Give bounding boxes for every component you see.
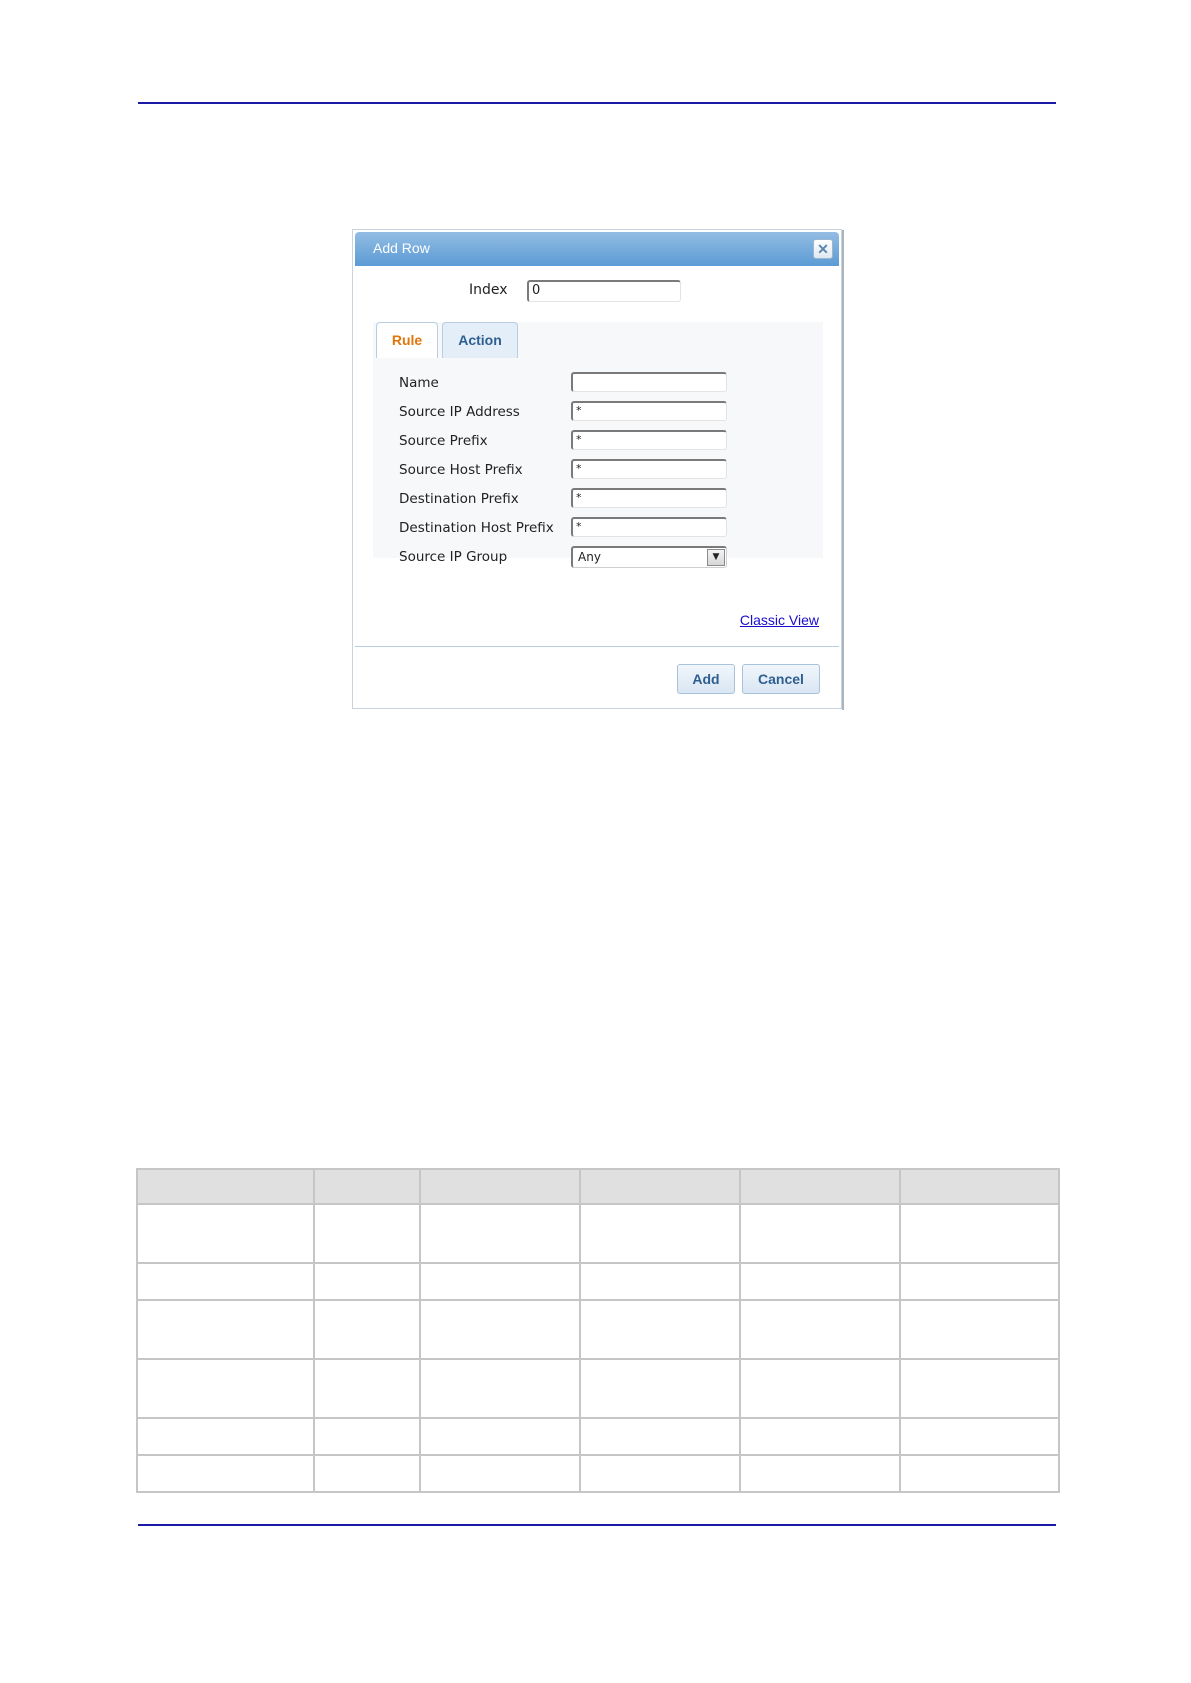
table-cell xyxy=(137,1359,314,1418)
table-cell xyxy=(420,1418,580,1455)
table-cell xyxy=(137,1263,314,1300)
table-row xyxy=(137,1263,1059,1300)
destination-host-prefix-label: Destination Host Prefix xyxy=(399,520,554,536)
table-header-row xyxy=(137,1169,1059,1204)
table-cell xyxy=(137,1300,314,1359)
table-header-cell xyxy=(580,1169,740,1204)
source-ip-address-label: Source IP Address xyxy=(399,404,520,420)
table-cell xyxy=(314,1418,420,1455)
table-cell xyxy=(314,1204,420,1263)
table-cell xyxy=(580,1204,740,1263)
source-ip-group-value: Any xyxy=(578,550,601,564)
table-cell xyxy=(900,1359,1059,1418)
source-host-prefix-input[interactable]: * xyxy=(571,459,727,479)
table-row xyxy=(137,1359,1059,1418)
dialog-title: Add Row xyxy=(373,240,430,256)
table-header-cell xyxy=(314,1169,420,1204)
table-cell xyxy=(420,1455,580,1492)
table-cell xyxy=(137,1418,314,1455)
table-cell xyxy=(900,1418,1059,1455)
table-cell xyxy=(740,1455,900,1492)
table-cell xyxy=(580,1455,740,1492)
destination-host-prefix-input[interactable]: * xyxy=(571,517,727,537)
table-header-cell xyxy=(420,1169,580,1204)
index-label: Index xyxy=(469,282,508,298)
dialog-shadow xyxy=(842,230,844,710)
destination-prefix-label: Destination Prefix xyxy=(399,491,519,507)
header-rule xyxy=(138,102,1056,104)
table-header-cell xyxy=(137,1169,314,1204)
footer-divider xyxy=(355,646,839,647)
table-cell xyxy=(580,1418,740,1455)
parameter-table xyxy=(136,1168,1060,1493)
table-cell xyxy=(740,1300,900,1359)
classic-view-link[interactable]: Classic View xyxy=(739,612,819,628)
table-header-cell xyxy=(740,1169,900,1204)
table-cell xyxy=(420,1359,580,1418)
source-ip-group-select[interactable] xyxy=(571,546,727,568)
dialog-title-bar[interactable] xyxy=(355,232,839,266)
add-button[interactable]: Add xyxy=(677,664,735,694)
cancel-button[interactable]: Cancel xyxy=(742,664,820,694)
table-row xyxy=(137,1204,1059,1263)
source-ip-group-label: Source IP Group xyxy=(399,549,508,565)
add-row-dialog xyxy=(352,229,842,709)
destination-prefix-input[interactable]: * xyxy=(571,488,727,508)
footer-rule xyxy=(138,1524,1056,1526)
name-input[interactable] xyxy=(571,372,727,392)
table-cell xyxy=(740,1359,900,1418)
table-row xyxy=(137,1418,1059,1455)
table-cell xyxy=(314,1263,420,1300)
table-cell xyxy=(420,1300,580,1359)
table-cell xyxy=(740,1263,900,1300)
table-header-cell xyxy=(900,1169,1059,1204)
table-cell xyxy=(314,1300,420,1359)
table-row xyxy=(137,1455,1059,1492)
table-cell xyxy=(137,1204,314,1263)
table-cell xyxy=(740,1204,900,1263)
chevron-down-icon[interactable]: ▼ xyxy=(707,549,725,566)
table-cell xyxy=(580,1300,740,1359)
table-cell xyxy=(420,1263,580,1300)
table-cell xyxy=(900,1455,1059,1492)
source-host-prefix-label: Source Host Prefix xyxy=(399,462,523,478)
table-cell xyxy=(580,1263,740,1300)
index-input[interactable]: 0 xyxy=(527,280,681,302)
tab-action[interactable]: Action xyxy=(442,322,518,358)
table-cell xyxy=(900,1204,1059,1263)
table-cell xyxy=(740,1418,900,1455)
table-cell xyxy=(137,1455,314,1492)
source-ip-address-input[interactable]: * xyxy=(571,401,727,421)
table-cell xyxy=(314,1455,420,1492)
source-prefix-input[interactable]: * xyxy=(571,430,727,450)
table-cell xyxy=(900,1300,1059,1359)
tab-rule[interactable]: Rule xyxy=(376,322,438,358)
table-cell xyxy=(580,1359,740,1418)
table-row xyxy=(137,1300,1059,1359)
name-label: Name xyxy=(399,375,439,391)
table-cell xyxy=(314,1359,420,1418)
close-icon[interactable]: ✕ xyxy=(813,239,833,259)
table-cell xyxy=(900,1263,1059,1300)
source-prefix-label: Source Prefix xyxy=(399,433,488,449)
table-cell xyxy=(420,1204,580,1263)
